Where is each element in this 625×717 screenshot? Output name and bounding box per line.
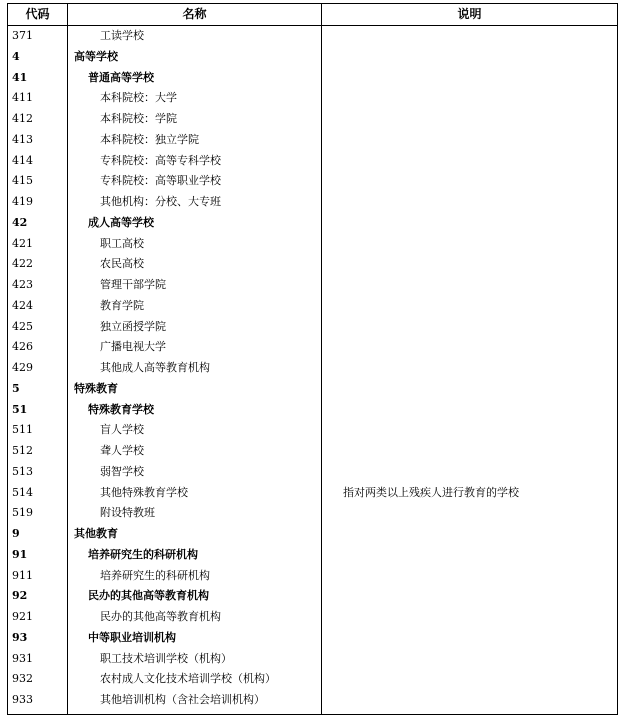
table-row (8, 379, 617, 400)
table-row (8, 151, 617, 172)
table-row (8, 234, 617, 255)
row-code: 411 (12, 91, 33, 105)
row-name: 本科院校：学院 (100, 112, 177, 125)
row-name: 广播电视大学 (100, 340, 166, 354)
row-code: 421 (12, 236, 33, 250)
row-code: 424 (12, 298, 33, 312)
table-row (8, 317, 617, 338)
row-name: 其他成人高等教育机构 (100, 361, 210, 374)
table-row (8, 254, 617, 275)
table-row (8, 296, 617, 317)
row-name: 盲人学校 (100, 423, 144, 437)
row-code: 911 (12, 568, 33, 582)
row-code: 511 (12, 423, 33, 437)
row-code: 93 (12, 630, 28, 644)
row-code: 4 (12, 49, 20, 63)
row-note: 指对两类以上残疾人进行教育的学校 (343, 485, 519, 499)
row-name: 民办的其他高等教育机构 (88, 589, 209, 603)
row-name: 民办的其他高等教育机构 (100, 610, 221, 623)
table-row (8, 524, 617, 545)
row-code: 419 (12, 195, 33, 208)
row-code: 933 (12, 693, 33, 706)
header-note: 说明 (457, 7, 482, 21)
table-row (8, 607, 617, 628)
row-code: 426 (12, 340, 33, 354)
row-code: 422 (12, 257, 33, 271)
table-row (8, 545, 617, 566)
row-name: 职工高校 (100, 236, 144, 250)
table-row (8, 47, 617, 68)
row-name: 专科院校：高等专科学校 (100, 153, 221, 167)
row-name: 附设特教班 (100, 506, 155, 520)
row-name: 其他教育 (74, 527, 118, 540)
row-name: 其他机构：分校、大专班 (100, 195, 221, 208)
row-name: 本科院校：独立学院 (100, 132, 199, 146)
row-code: 5 (12, 381, 20, 395)
table-row (8, 88, 617, 109)
row-code: 932 (12, 672, 33, 686)
code-table (7, 3, 618, 715)
table-row (8, 441, 617, 462)
row-name: 高等学校 (74, 49, 118, 63)
row-name: 聋人学校 (100, 444, 144, 457)
row-code: 423 (12, 278, 33, 291)
row-code: 931 (12, 651, 33, 665)
row-code: 519 (12, 506, 33, 520)
row-name: 职工技术培训学校（机构） (100, 651, 232, 665)
row-code: 425 (12, 319, 33, 333)
row-name: 中等职业培训机构 (88, 630, 176, 644)
table-row (8, 192, 617, 213)
row-name: 本科院校：大学 (100, 91, 177, 105)
row-code: 513 (12, 464, 33, 478)
row-name: 其他特殊教育学校 (100, 485, 188, 499)
table-row (8, 68, 617, 89)
row-name: 成人高等学校 (88, 215, 154, 229)
table-row (8, 400, 617, 421)
row-code: 92 (12, 589, 28, 603)
header-code: 代码 (25, 7, 50, 21)
row-name: 农民高校 (100, 257, 144, 271)
row-name: 专科院校：高等职业学校 (100, 174, 221, 188)
table-row (8, 669, 617, 690)
row-code: 371 (12, 29, 33, 42)
row-code: 429 (12, 361, 33, 374)
table-row (8, 690, 617, 711)
row-name: 特殊教育学校 (88, 402, 154, 416)
row-code: 91 (12, 547, 28, 561)
table-row (8, 483, 617, 504)
row-name: 弱智学校 (100, 464, 144, 478)
header-name: 名称 (182, 7, 207, 21)
row-name: 管理干部学院 (100, 278, 166, 291)
row-name: 培养研究生的科研机构 (88, 547, 198, 561)
row-code: 9 (12, 527, 20, 540)
table-row (8, 26, 617, 47)
table-row (8, 566, 617, 587)
table-row (8, 130, 617, 151)
row-name: 特殊教育 (74, 381, 118, 395)
row-code: 413 (12, 132, 33, 146)
row-code: 415 (12, 174, 33, 188)
table-row (8, 109, 617, 130)
table-row (8, 649, 617, 670)
row-code: 514 (12, 485, 33, 499)
row-name: 其他培训机构（含社会培训机构） (100, 693, 265, 706)
table-body (8, 26, 617, 711)
table-row (8, 462, 617, 483)
table-row (8, 213, 617, 234)
row-code: 414 (12, 153, 33, 167)
table-row (8, 337, 617, 358)
row-name: 工读学校 (100, 29, 144, 42)
row-code: 921 (12, 610, 33, 623)
table-row (8, 358, 617, 379)
row-name: 农村成人文化技术培训学校（机构） (100, 672, 276, 686)
table-row (8, 586, 617, 607)
table-row (8, 503, 617, 524)
row-name: 普通高等学校 (88, 70, 154, 84)
table-row (8, 628, 617, 649)
row-name: 独立函授学院 (100, 319, 166, 333)
row-name: 教育学院 (100, 298, 144, 312)
table-row (8, 420, 617, 441)
row-code: 51 (12, 402, 28, 416)
table-row (8, 171, 617, 192)
row-name: 培养研究生的科研机构 (100, 568, 210, 582)
table-row (8, 275, 617, 296)
row-code: 41 (12, 70, 28, 84)
row-code: 42 (12, 215, 28, 229)
row-code: 412 (12, 112, 33, 125)
row-code: 512 (12, 444, 33, 457)
